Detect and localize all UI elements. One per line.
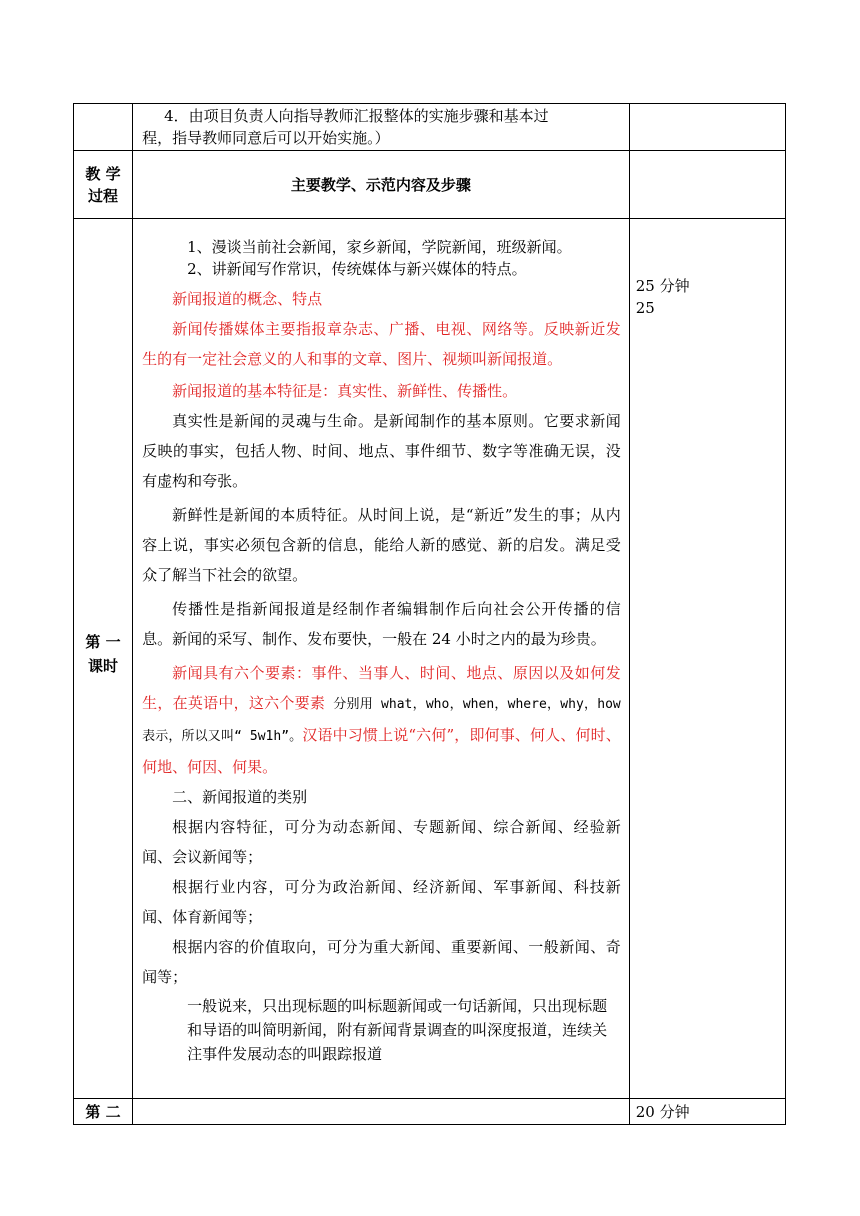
- concept-paragraph: 新闻传播媒体主要指报章杂志、广播、电视、网络等。反映新近发生的有一定社会意义的人和事的文章、图片、视频叫新闻报道。: [142, 320, 621, 368]
- freshness-paragraph: 新鲜性是新闻的本质特征。从时间上说，是“新近”发生的事；从内容上说，事实必须包含新的信息，能给人新的感觉、新的启发。满足受众了解当下社会的欲望。: [142, 506, 621, 584]
- truth-paragraph: 真实性是新闻的灵魂与生命。是新闻制作的基本原则。它要求新闻反映的事实，包括人物、时间、地点、事件细节、数字等准确无误，没有虚构和夸张。: [142, 412, 621, 490]
- general-note: 一般说来，只出现标题的叫标题新闻或一句话新闻，只出现标题和导语的叫简明新闻，附有新闻背景调查的叫深度报道，连续关注事件发展动态的叫跟踪报道: [187, 997, 608, 1063]
- six-elements-paragraph: [142, 658, 621, 782]
- lesson1-content-cell: [133, 219, 630, 1099]
- lesson2-time: 20 分钟: [635, 1102, 690, 1121]
- lesson2-label-cell: [74, 1099, 133, 1125]
- header-label-line-1: 教 学: [85, 164, 121, 183]
- six-elements-red-a: 新闻具有六个要素：事件、当事人、时间、地点、原因以及如何发生，在英语中，这六个要素: [142, 664, 621, 712]
- section-2-heading: 二、新闻报道的类别: [172, 788, 308, 806]
- intro-line-1: 4．由项目负责人向指导教师汇报整体的实施步骤和基本过: [164, 107, 549, 125]
- lesson2-label: 第 二: [85, 1102, 121, 1121]
- category-2: 根据行业内容，可分为政治新闻、经济新闻、军事新闻、科技新闻、体育新闻等；: [142, 878, 621, 926]
- six-elements-red-b: 汉语中习惯上说“六何”，即何事、何人、何时、何地、何因、何果。: [142, 726, 621, 776]
- lesson2-content-cell: [133, 1099, 630, 1125]
- intro-row: [74, 104, 786, 151]
- lesson2-row: [74, 1099, 786, 1125]
- intro-content-cell: [133, 104, 630, 151]
- header-row: [74, 151, 786, 219]
- lesson1-item-1: 1、漫谈当前社会新闻，家乡新闻，学院新闻，班级新闻。: [187, 238, 572, 256]
- lesson1-label-cell: [74, 219, 133, 1099]
- lesson1-label-line-1: 第 一: [85, 632, 121, 651]
- lesson1-row: [74, 219, 786, 1099]
- six-elements-black: 分别用 what，who，when，where，why，how 表示，所以又叫“ 5w1h”。: [142, 697, 621, 744]
- lesson-plan-table: [73, 103, 786, 1125]
- header-label-line-2: 过程: [88, 186, 119, 205]
- intro-line-2: 程，指导教师同意后可以开始实施。）: [142, 129, 390, 147]
- lesson1-label-line-2: 课时: [88, 656, 119, 675]
- category-1: 根据内容特征，可分为动态新闻、专题新闻、综合新闻、经验新闻、会议新闻等；: [142, 818, 621, 866]
- header-label-cell: [74, 151, 133, 219]
- intro-label-cell: [74, 104, 133, 151]
- header-title-cell: [133, 151, 630, 219]
- header-time-cell: [629, 151, 785, 219]
- header-title: 主要教学、示范内容及步骤: [290, 176, 471, 194]
- features-paragraph: 新闻报道的基本特征是：真实性、新鲜性、传播性。: [172, 382, 518, 400]
- intro-time-cell: [629, 104, 785, 151]
- lesson1-time-line-2: 25: [635, 299, 655, 317]
- lesson2-time-cell: [629, 1099, 785, 1125]
- lesson1-item-2: 2、讲新闻写作常识，传统媒体与新兴媒体的特点。: [187, 260, 527, 278]
- spread-paragraph: 传播性是指新闻报道是经制作者编辑制作后向社会公开传播的信息。新闻的采写、制作、发布要快，一般在 24 小时之内的最为珍贵。: [142, 600, 621, 648]
- category-3: 根据内容的价值取向，可分为重大新闻、重要新闻、一般新闻、奇闻等；: [142, 938, 621, 986]
- lesson1-time-cell: [629, 219, 785, 1099]
- lesson1-time-line-1: 25 分钟: [635, 277, 690, 295]
- concept-heading: 新闻报道的概念、特点: [172, 290, 323, 308]
